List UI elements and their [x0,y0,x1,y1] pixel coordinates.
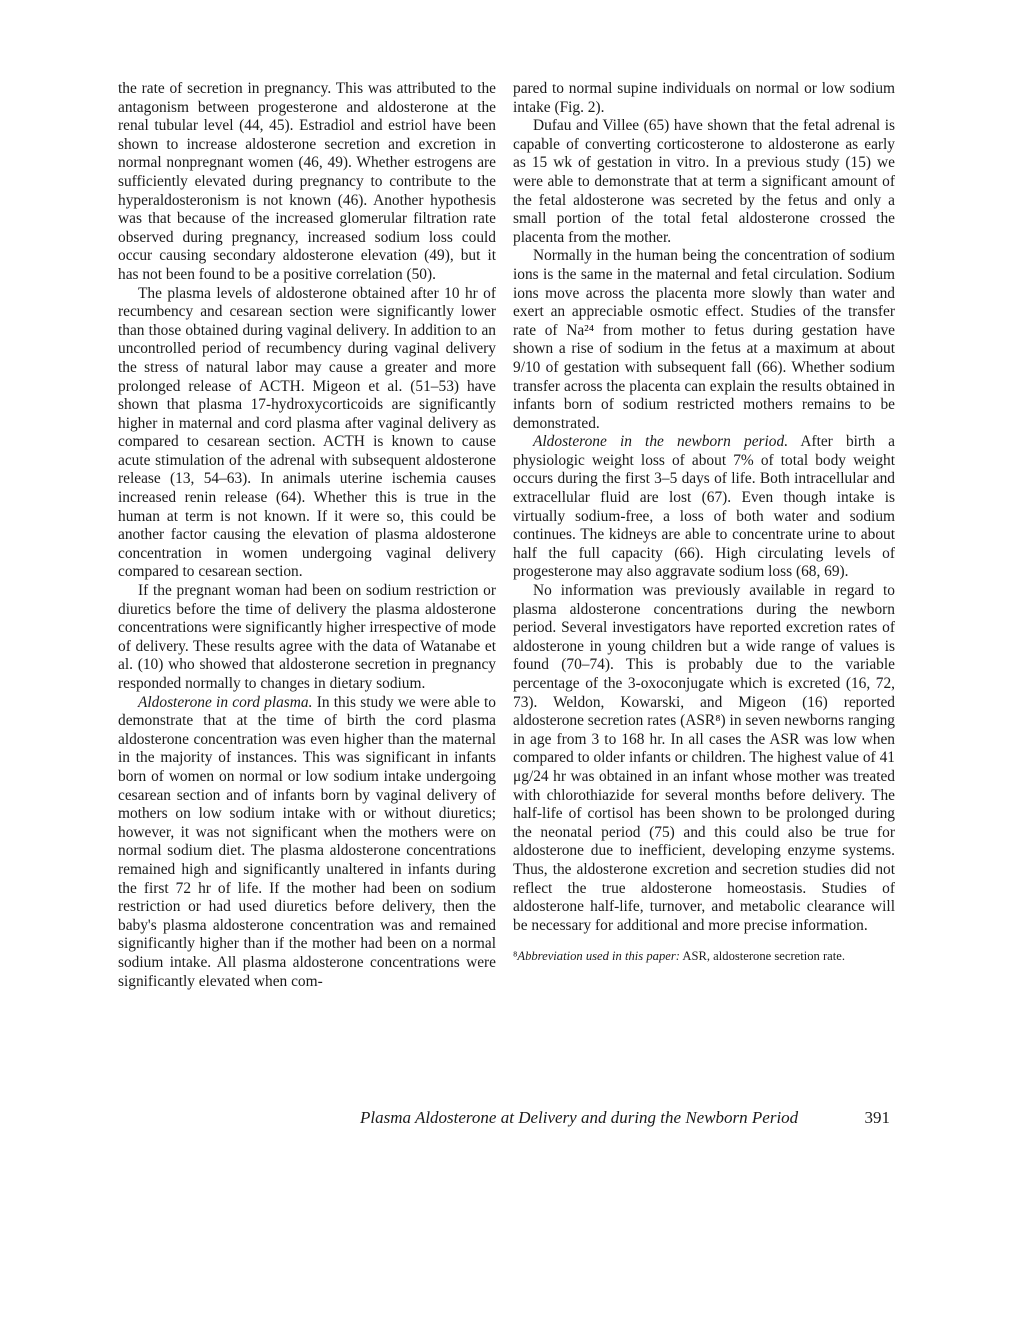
paragraph-text: If the pregnant woman had been on sodium restriction or diuretics before the time of delivery the plasma aldosterone concentrations were significantly higher irrespective of mode of delivery. These results agree with the data of Watanabe et al. (10) who showed that aldosterone secretion in pregnancy responded normally to changes in dietary sodium. [118,582,496,692]
right-column [513,80,895,964]
paragraph [513,247,895,433]
paragraph [513,80,895,117]
paragraph-text: After birth a physiologic weight loss of about 7% of total body weight occurs during the first 3–5 days of life. Both intracellular and extracellular fluid are lost (67). Even though intake is virtually sodium-free, a loss of both water and sodium continues. The kidneys are able to concentrate urine to about half the full capacity (66). High circulating levels of progesterone may also aggravate sodium loss (68, 69). [513,433,895,581]
paragraph [118,80,496,285]
paragraph-text: pared to normal supine individuals on normal or low sodium intake (Fig. 2). [513,80,895,116]
paragraph [513,117,895,247]
footnote [513,945,895,964]
paragraph-text: the rate of secretion in pregnancy. This was attributed to the antagonism between progesterone and aldosterone at the renal tubular level (44, 45). Estradiol and estriol have been shown to increase aldosterone secretion and excretion in normal nonpregnant women (46, 49). Whether estrogens are sufficiently elevated during pregnancy to contribute to the hyperaldosteronism is not known (46). Another hypothesis was that because of the increased glomerular filtration rate observed during pregnancy, increased sodium loss could occur causing secondary aldosterone elevation (49), but it has not been found to be a positive correlation (50). [118,80,496,283]
running-footer-title: Plasma Aldosterone at Delivery and during the Newborn Period [360,1108,799,1127]
paragraph-text: Normally in the human being the concentration of sodium ions is the same in the maternal and fetal circulation. Sodium ions move across the placenta more slowly than water and exert an appreciable osmotic effect. Studies of the transfer rate of Na²⁴ from mother to fetus during gestation have shown a rise of sodium in the fetus at a maximum at about 9/10 of gestation with subsequent fall (66). Whether sodium transfer across the placenta can explain the results obtained in infants born of sodium restricted mothers remains to be demonstrated. [513,247,895,432]
paragraph [513,433,895,582]
left-column [118,80,496,991]
footnote-marker: ⁸ [513,949,518,964]
footnote-label: Abbreviation used in this paper: [517,949,680,964]
paragraph [118,694,496,992]
footnote-text: ASR, aldosterone secretion rate. [679,949,846,964]
running-footer [360,1108,890,1128]
paragraph-text: In this study we were able to demonstrate that at the time of birth the cord plasma aldosterone concentration was even higher than the maternal in the majority of instances. This was significant in infants born of women on normal or low sodium intake undergoing cesarean section and of infants born by vaginal delivery of mothers on low sodium intake with or without diuretics; however, it was not significant when the mothers were on normal sodium diet. The plasma aldosterone concentrations remained high and significantly unaltered in infants during the first 72 hr of life. If the mother had been on sodium restriction or had used diuretics before delivery, then the baby's plasma aldosterone concentration was and remained significantly higher than if the mother had been on a normal sodium intake. All plasma aldosterone concentrations were significantly elevated when com- [118,693,496,990]
paragraph [118,582,496,694]
section-heading-cord-plasma: Aldosterone in cord plasma. [138,693,313,711]
paragraph-text: The plasma levels of aldosterone obtained after 10 hr of recumbency and cesarean section were significantly lower than those obtained during vaginal delivery. In addition to an uncontrolled period of recumbency during vaginal delivery the stress of natural labor may cause a greater and more prolonged release of ACTH. Migeon et al. (51–53) have shown that plasma 17-hydroxycorticoids are significantly higher in maternal and cord plasma after vaginal delivery as compared to cesarean section. ACTH is known to cause acute stimulation of the adrenal with subsequent aldosterone release (13, 54–63). In animals uterine ischemia causes increased renin release (64). Whether this is true in the human at term is not known. If it were so, this could be another factor causing the elevation of plasma aldosterone concentration in women undergoing vaginal delivery compared to cesarean section. [118,284,496,581]
paragraph [513,582,895,935]
paragraph-text: No information was previously available in regard to plasma aldosterone concentrations during the newborn period. Several investigators have reported excretion rates of aldosterone in young children but a wide range of values is found (70–74). This is probably due to the variable percentage of the 3-oxoconjugate which is excreted (16, 72, 73). Weldon, Kowarski, and Migeon (16) reported aldosterone secretion rates (ASR⁸) in seven newborns ranging in age from 3 to 168 hr. In all cases the ASR was low when compared to older infants or children. The highest value of 41 μg/24 hr was obtained in an infant whose mother was treated with chlorothiazide for several months before delivery. The half-life of cortisol has been shown to be prolonged during the neonatal period (75) and this could also be true for aldosterone due to inefficient, developing enzyme systems. Thus, the aldosterone excretion and secretion studies did not reflect the true aldosterone homeostasis. Studies of aldosterone half-life, turnover, and metabolic clearance will be necessary for additional and more precise information. [513,582,895,934]
paragraph-text: Dufau and Villee (65) have shown that the fetal adrenal is capable of converting corticosterone to aldosterone as early as 15 wk of gestation in vitro. In a previous study (15) we were able to demonstrate that at term a significant amount of the fetal aldosterone was secreted by the fetus and only a small portion of the total fetal aldosterone crossed the placenta from the mother. [513,117,895,246]
page-number: 391 [864,1108,890,1127]
section-heading-newborn-period: Aldosterone in the newborn period. [533,433,789,451]
paragraph [118,285,496,583]
